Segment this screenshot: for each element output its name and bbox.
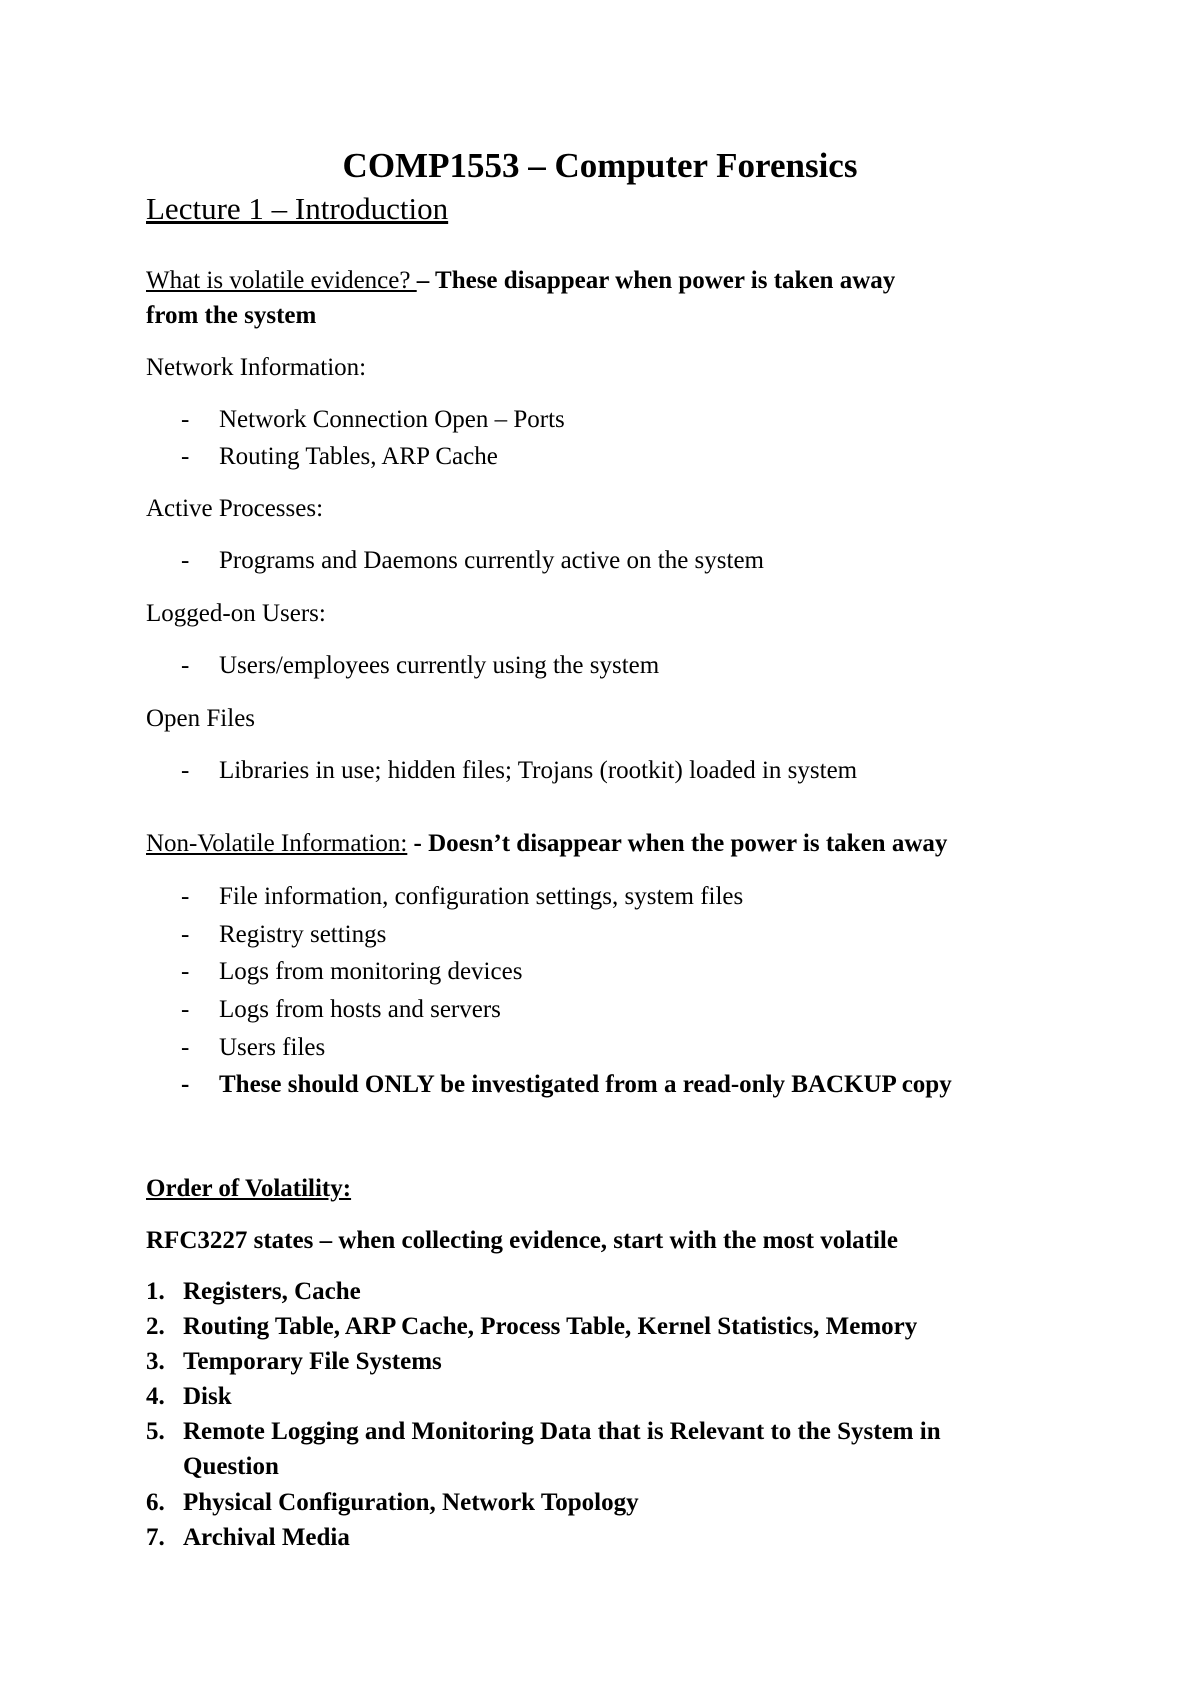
item-number: 1. xyxy=(146,1278,165,1305)
numbered-item-text: Physical Configuration, Network Topology xyxy=(183,1489,639,1516)
numbered-item-text: Remote Logging and Monitoring Data that is Relevant to the System in xyxy=(183,1418,941,1445)
list-item-text: Users files xyxy=(219,1034,326,1061)
section-heading-open-files: Open Files xyxy=(146,705,256,732)
item-number: 7. xyxy=(146,1524,165,1551)
volatile-question: What is volatile evidence? xyxy=(146,267,417,294)
item-number: 6. xyxy=(146,1489,165,1516)
numbered-item-text: Temporary File Systems xyxy=(183,1348,442,1375)
numbered-item-text: Archival Media xyxy=(183,1524,350,1551)
bullet-dash: - xyxy=(181,883,190,910)
list-item-text: Network Connection Open – Ports xyxy=(219,406,565,433)
item-number: 4. xyxy=(146,1383,165,1410)
nonvolatile-label: Non-Volatile Information: xyxy=(146,830,408,857)
item-number: 5. xyxy=(146,1418,165,1445)
lecture-heading: Lecture 1 – Introduction xyxy=(146,191,449,226)
bullet-dash: - xyxy=(181,757,190,784)
numbered-item-text: Routing Table, ARP Cache, Process Table, Kernel Statistics, Memory xyxy=(183,1313,918,1340)
item-number: 3. xyxy=(146,1348,165,1375)
bullet-dash: - xyxy=(181,1034,190,1061)
bullet-dash: - xyxy=(181,1071,190,1098)
section-heading-users: Logged-on Users: xyxy=(146,600,326,627)
bullet-dash: - xyxy=(181,921,190,948)
volatile-question-line xyxy=(146,264,895,298)
list-item-text: Registry settings xyxy=(219,921,387,948)
list-item-text: Logs from hosts and servers xyxy=(219,996,501,1023)
list-item-text: These should ONLY be investigated from a read-only BACKUP copy xyxy=(219,1071,952,1098)
section-heading-processes: Active Processes: xyxy=(146,495,324,522)
bullet-dash: - xyxy=(181,652,190,679)
numbered-item-text: Registers, Cache xyxy=(183,1278,361,1305)
order-heading: Order of Volatility: xyxy=(146,1175,352,1202)
bullet-dash: - xyxy=(181,406,190,433)
bullet-dash: - xyxy=(181,547,190,574)
bullet-dash: - xyxy=(181,958,190,985)
section-heading-network: Network Information: xyxy=(146,354,367,381)
nonvolatile-heading-line xyxy=(146,827,947,861)
list-item-text: Libraries in use; hidden files; Trojans (rootkit) loaded in system xyxy=(219,757,858,784)
item-number: 2. xyxy=(146,1313,165,1340)
list-item-text: Routing Tables, ARP Cache xyxy=(219,443,498,470)
list-item-text: Programs and Daemons currently active on the system xyxy=(219,547,764,574)
bullet-dash: - xyxy=(181,443,190,470)
nonvolatile-desc: - Doesn’t disappear when the power is taken away xyxy=(407,830,948,857)
numbered-item-text: Question xyxy=(183,1453,279,1480)
document-title: COMP1553 – Computer Forensics xyxy=(342,146,858,185)
list-item-text: Logs from monitoring devices xyxy=(219,958,523,985)
list-item-text: File information, configuration settings, system files xyxy=(219,883,744,910)
volatile-answer-continued: from the system xyxy=(146,302,317,329)
order-intro: RFC3227 states – when collecting evidence, start with the most volatile xyxy=(146,1227,898,1254)
volatile-answer: – These disappear when power is taken away xyxy=(416,267,896,294)
bullet-dash: - xyxy=(181,996,190,1023)
numbered-item-text: Disk xyxy=(183,1383,232,1410)
list-item-text: Users/employees currently using the system xyxy=(219,652,660,679)
